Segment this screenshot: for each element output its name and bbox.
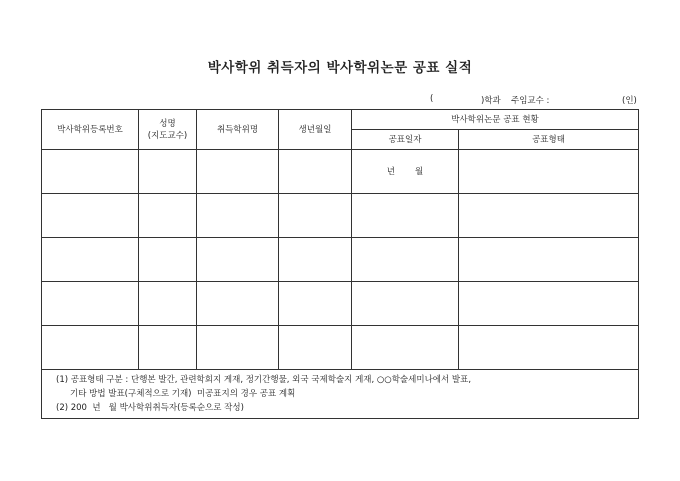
cell-reg-no[interactable] xyxy=(42,150,139,194)
cell-degree[interactable] xyxy=(197,238,279,282)
cell-pub-date[interactable] xyxy=(352,326,459,370)
cell-pub-type[interactable] xyxy=(459,282,639,326)
cell-birth[interactable] xyxy=(279,150,352,194)
cell-degree[interactable] xyxy=(197,326,279,370)
date-month-label: 월 xyxy=(415,166,424,177)
cell-pub-type[interactable] xyxy=(459,238,639,282)
cell-degree[interactable] xyxy=(197,282,279,326)
header-birth: 생년월일 xyxy=(279,110,352,150)
table-row xyxy=(42,326,639,370)
cell-reg-no[interactable] xyxy=(42,282,139,326)
cell-degree[interactable] xyxy=(197,150,279,194)
cell-birth[interactable] xyxy=(279,282,352,326)
header-name-advisor xyxy=(139,110,197,150)
header-reg-no: 박사학위등록번호 xyxy=(42,110,139,150)
cell-reg-no[interactable] xyxy=(42,194,139,238)
table-row xyxy=(42,238,639,282)
header-degree: 취득학위명 xyxy=(197,110,279,150)
cell-birth[interactable] xyxy=(279,238,352,282)
table-row xyxy=(42,150,639,194)
cell-reg-no[interactable] xyxy=(42,238,139,282)
header-pub-date: 공표일자 xyxy=(352,130,459,150)
header-advisor: (지도교수) xyxy=(147,130,188,141)
dept-paren-open: ( xyxy=(430,94,434,104)
cell-name[interactable] xyxy=(139,238,197,282)
table-row xyxy=(42,282,639,326)
cell-name[interactable] xyxy=(139,326,197,370)
cell-pub-type[interactable] xyxy=(459,326,639,370)
professor-label: 주임교수 : xyxy=(511,96,550,106)
cell-pub-date[interactable] xyxy=(352,150,459,194)
publication-table xyxy=(41,109,639,419)
table-row xyxy=(42,194,639,238)
header-name: 성명 xyxy=(159,118,176,129)
dept-label: )학과 xyxy=(481,96,501,106)
cell-reg-no[interactable] xyxy=(42,326,139,370)
note-line-3: (2) 200 년 월 박사학위취득자(등록순으로 작성) xyxy=(56,403,244,413)
cell-name[interactable] xyxy=(139,194,197,238)
header-pub-type: 공표형태 xyxy=(459,130,639,150)
cell-pub-date[interactable] xyxy=(352,282,459,326)
date-year-label: 년 xyxy=(386,166,395,177)
cell-birth[interactable] xyxy=(279,194,352,238)
cell-pub-type[interactable] xyxy=(459,194,639,238)
seal-label: (인) xyxy=(622,96,637,106)
cell-birth[interactable] xyxy=(279,326,352,370)
cell-name[interactable] xyxy=(139,150,197,194)
cell-pub-date[interactable] xyxy=(352,238,459,282)
cell-pub-type[interactable] xyxy=(459,150,639,194)
note-line-1: (1) 공표형태 구분 : 단행본 발간, 관련학회지 게재, 정기간행물, 외국 국제학술지 게재, ○○학술세미나에서 발표, xyxy=(56,375,472,385)
cell-name[interactable] xyxy=(139,282,197,326)
cell-degree[interactable] xyxy=(197,194,279,238)
header-pub-status: 박사학위논문 공표 현황 xyxy=(352,110,639,130)
notes-section xyxy=(42,370,639,419)
note-line-2: 기타 방법 발표(구체적으로 기재) 미공표지의 경우 공표 계획 xyxy=(70,389,296,399)
cell-pub-date[interactable] xyxy=(352,194,459,238)
document-title: 박사학위 취득자의 박사학위논문 공표 실적 xyxy=(207,60,473,76)
